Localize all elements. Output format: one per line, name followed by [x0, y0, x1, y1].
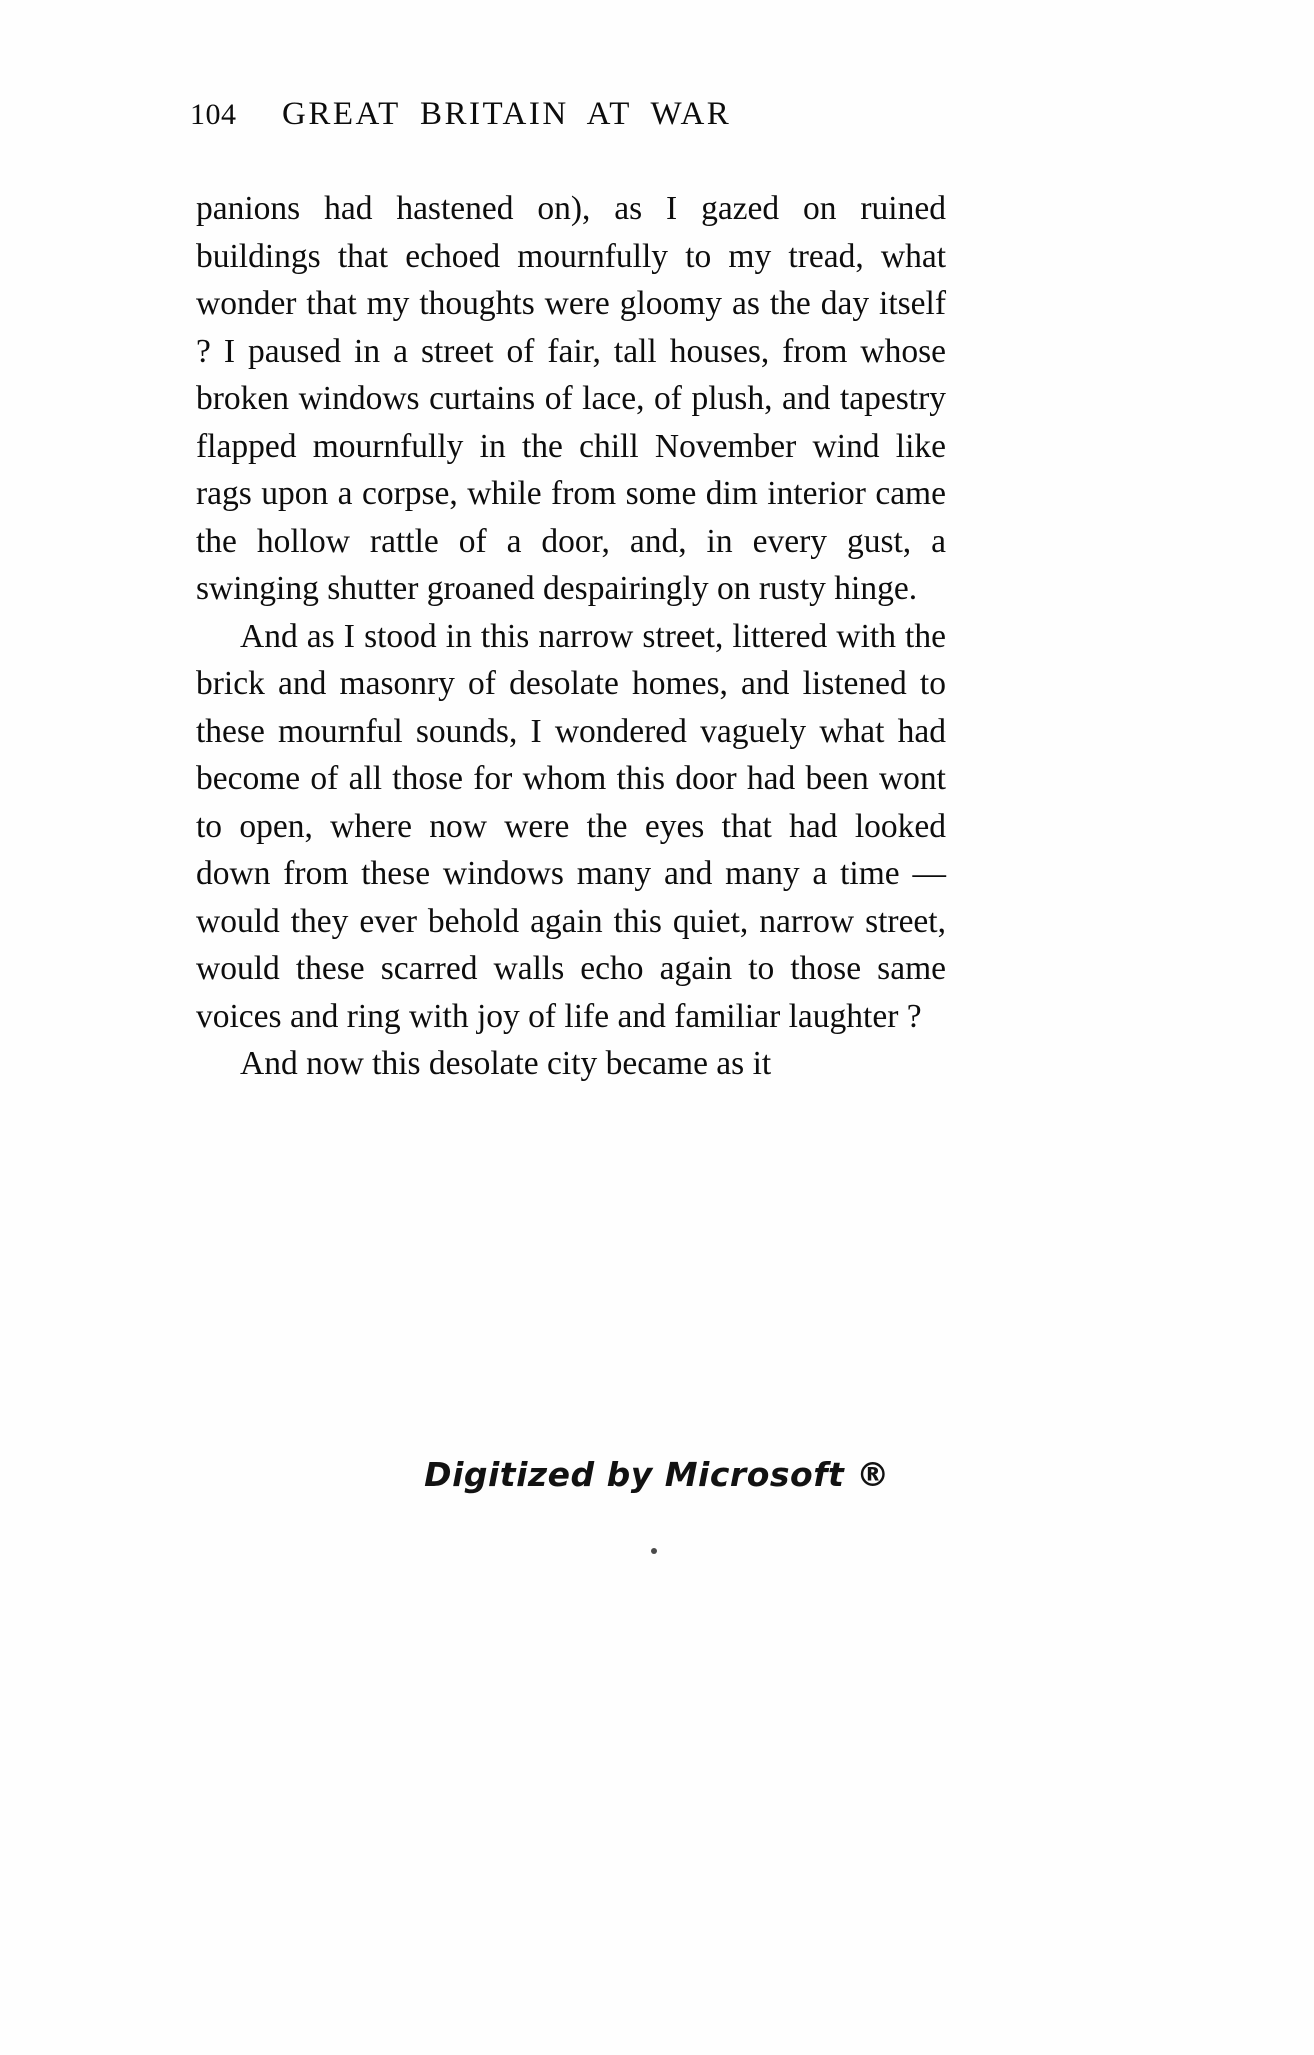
page-number: 104 — [190, 98, 237, 131]
page-header — [190, 96, 1150, 133]
page-artifact-dot — [651, 1548, 657, 1554]
digitization-watermark: Digitized by Microsoft ® — [424, 1455, 890, 1494]
page-body — [196, 185, 946, 1088]
running-title: GREAT BRITAIN AT WAR — [282, 96, 732, 132]
paragraph-continuation: panions had hastened on), as I gazed on ruined buildings that echoed mournfully to my tread, what wonder that my thoughts were gloomy as the day itself ? I paused in a street of fair, tall houses, from whose broken windows curtains of lace, of plush, and tapestry flapped mournfully in the chill November wind like rags upon a corpse, while from some dim interior came the hollow rattle of a door, and, in every gust, a swinging shutter groaned despairingly on rusty hinge. — [196, 190, 946, 607]
paragraph: And as I stood in this narrow street, littered with the brick and masonry of desolate homes, and listened to these mournful sounds, I wondered vaguely what had become of all those for whom this door had been wont to open, where now were the eyes that had looked down from these windows many and many a time — would they ever behold again this quiet, narrow street, would these scarred walls echo again to those same voices and ring with joy of life and familiar laughter ? — [196, 617, 946, 1035]
paragraph: And now this desolate city became as it — [240, 1045, 772, 1082]
